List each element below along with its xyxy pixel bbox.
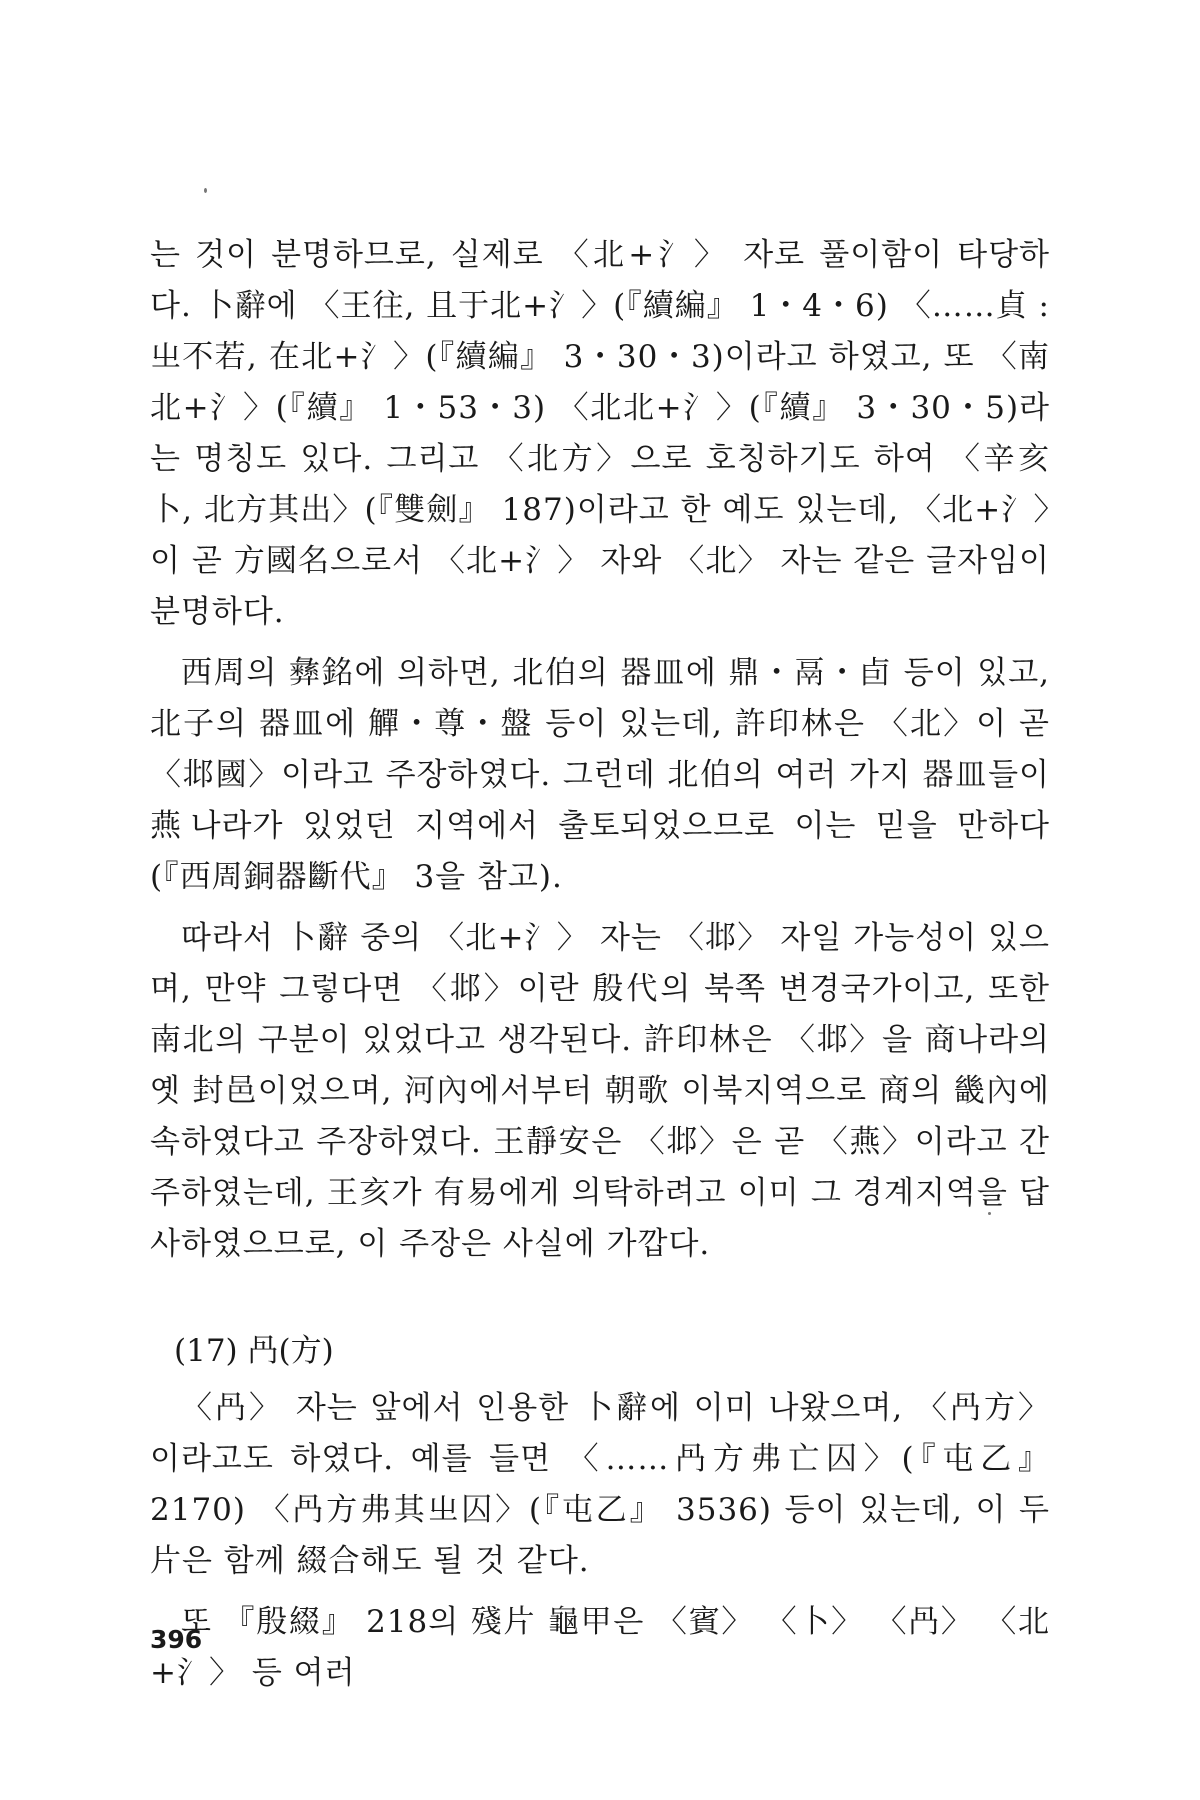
paragraph-3: 따라서 卜辭 중의 〈北+氵〉 자는 〈邶〉 자일 가능성이 있으며, 만약 그렇다면 〈邶〉이란 殷代의 북쪽 변경국가이고, 또한 南北의 구분이 있었다고 생각된다. 許印林은 〈邶〉을 商나라의 옛 封邑이었으며, 河內에서부터 朝歌 이북지역으로 商의 畿內에 속하였다고 주장하였다. 王靜安은 〈邶〉은 곧 〈燕〉이라고 간주하였는데, 王亥가 有易에게 의탁하려고 이미 그 경계지역을 답사하였으므로, 이 주장은 사실에 가깝다. — [150, 920, 1050, 1262]
paragraph-2: 西周의 彝銘에 의하면, 北伯의 器皿에 鼎・鬲・卣 등이 있고, 北子의 器皿에 觶・尊・盤 등이 있는데, 許印林은 〈北〉이 곧 〈邶國〉이라고 주장하였다. 그런데 北伯의 여러 가지 器皿들이 燕나라가 있었던 지역에서 출토되었으므로 이는 믿을 만하다(『西周銅器斷代』 3을 참고). — [150, 655, 1050, 895]
paragraph-4: 〈冎〉 자는 앞에서 인용한 卜辭에 이미 나왔으며, 〈冎方〉이라고도 하였다. 예를 들면 〈……冎方弗亡囚〉(『屯乙』 2170) 〈冎方弗其㞢囚〉(『屯乙』 3536) 등이 있는데, 이 두 片은 함께 綴合해도 될 것 같다. — [150, 1390, 1050, 1579]
page-number: 396 — [150, 1625, 203, 1654]
scan-speck — [988, 1212, 991, 1215]
scan-speck — [204, 188, 207, 193]
paragraph-5: 또 『殷綴』 218의 殘片 龜甲은 〈賓〉 〈卜〉 〈冎〉 〈北+氵〉 등 여러 — [150, 1604, 1050, 1691]
page-body — [150, 230, 1050, 1699]
section-heading: (17) 冎(方) — [174, 1333, 334, 1369]
paragraph-1: 는 것이 분명하므로, 실제로 〈北+氵〉 자로 풀이함이 타당하다. 卜辭에 〈王往, 且于北+氵〉(『續編』 1・4・6) 〈……貞 : 㞢不若, 在北+氵〉(『續編』 3・30・3)이라고 하였고, 또 〈南北+氵〉(『續』 1・53・3) 〈北北+氵〉(『續』 3・30・5)라는 명칭도 있다. 그리고 〈北方〉으로 호칭하기도 하여 〈辛亥卜, 北方其出〉(『雙劍』 187)이라고 한 예도 있는데, 〈北+氵〉이 곧 方國名으로서 〈北+氵〉 자와 〈北〉 자는 같은 글자임이 분명하다. — [150, 237, 1050, 630]
